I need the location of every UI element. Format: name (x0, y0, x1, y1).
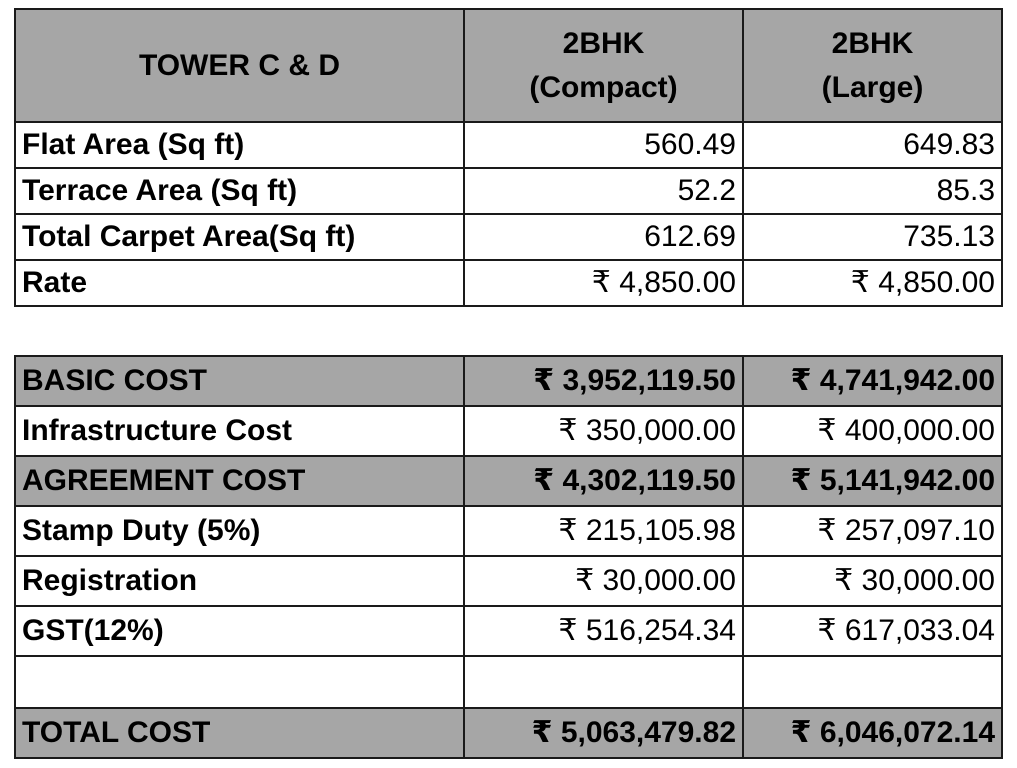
table-row (15, 260, 1002, 306)
row-label: Rate (15, 260, 464, 306)
large-value: ₹ 400,000.00 (743, 406, 1002, 456)
large-value: 735.13 (743, 214, 1002, 260)
header-compact-line1: 2BHK (562, 27, 645, 60)
cost-breakdown-table (14, 355, 1003, 759)
large-value (743, 656, 1002, 708)
header-compact (464, 9, 743, 122)
table-row (15, 506, 1002, 556)
compact-value: 560.49 (464, 122, 743, 168)
compact-value: ₹ 30,000.00 (464, 556, 743, 606)
table-row (15, 214, 1002, 260)
header-large-line2: (Large) (821, 70, 924, 104)
large-value: 649.83 (743, 122, 1002, 168)
compact-value: ₹ 350,000.00 (464, 406, 743, 456)
row-label: AGREEMENT COST (15, 456, 464, 506)
header-large-line1: 2BHK (831, 27, 914, 60)
table-row (15, 556, 1002, 606)
header-compact-line2: (Compact) (529, 70, 678, 104)
tower-area-table (14, 8, 1003, 307)
large-value: ₹ 6,046,072.14 (743, 708, 1002, 758)
table-row (15, 168, 1002, 214)
table-row (15, 356, 1002, 406)
row-label: Terrace Area (Sq ft) (15, 168, 464, 214)
compact-value: ₹ 4,302,119.50 (464, 456, 743, 506)
row-label: Flat Area (Sq ft) (15, 122, 464, 168)
row-label (15, 656, 464, 708)
large-value: ₹ 30,000.00 (743, 556, 1002, 606)
header-title: TOWER C & D (15, 9, 464, 122)
compact-value: ₹ 5,063,479.82 (464, 708, 743, 758)
compact-value (464, 656, 743, 708)
row-label: TOTAL COST (15, 708, 464, 758)
row-label: Total Carpet Area(Sq ft) (15, 214, 464, 260)
compact-value: 52.2 (464, 168, 743, 214)
compact-value: ₹ 516,254.34 (464, 606, 743, 656)
large-value: ₹ 617,033.04 (743, 606, 1002, 656)
row-label: Registration (15, 556, 464, 606)
header-row (15, 9, 1002, 122)
compact-value: ₹ 215,105.98 (464, 506, 743, 556)
compact-value: ₹ 4,850.00 (464, 260, 743, 306)
compact-value: 612.69 (464, 214, 743, 260)
compact-value: ₹ 3,952,119.50 (464, 356, 743, 406)
table-row (15, 606, 1002, 656)
large-value: ₹ 5,141,942.00 (743, 456, 1002, 506)
table-row (15, 708, 1002, 758)
row-label: GST(12%) (15, 606, 464, 656)
large-value: ₹ 4,741,942.00 (743, 356, 1002, 406)
large-value: ₹ 4,850.00 (743, 260, 1002, 306)
large-value: ₹ 257,097.10 (743, 506, 1002, 556)
header-large (743, 9, 1002, 122)
row-label: Infrastructure Cost (15, 406, 464, 456)
row-label: BASIC COST (15, 356, 464, 406)
table-row (15, 456, 1002, 506)
row-label: Stamp Duty (5%) (15, 506, 464, 556)
table-row (15, 656, 1002, 708)
table-row (15, 406, 1002, 456)
large-value: 85.3 (743, 168, 1002, 214)
table-row (15, 122, 1002, 168)
